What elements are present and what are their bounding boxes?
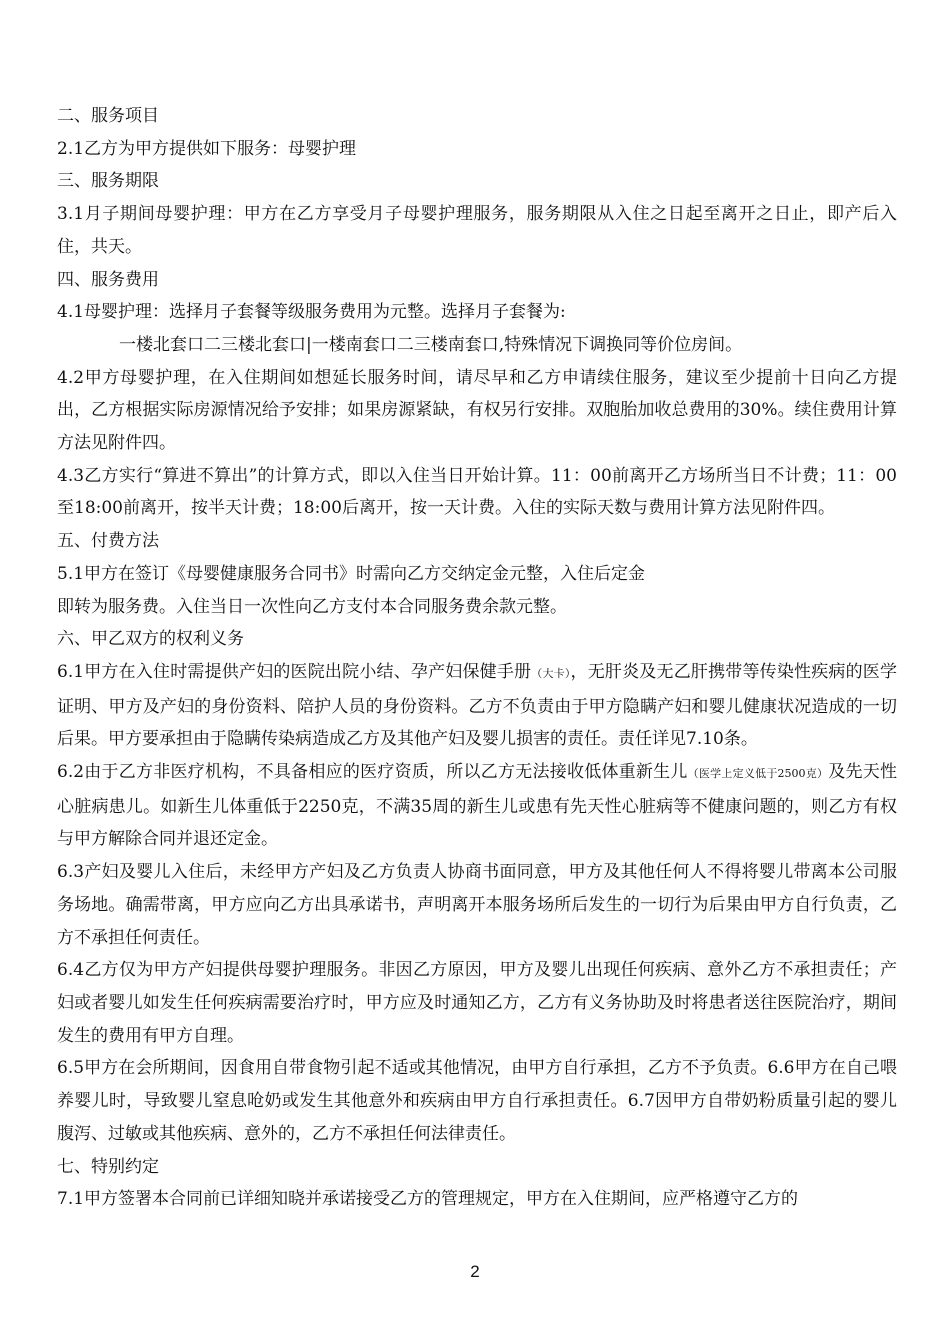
- section-heading-7: 七、特别约定: [57, 1156, 159, 1177]
- section-heading-2: 二、服务项目: [57, 106, 159, 126]
- clause-4-2: 4.2甲方母婴护理，在入住期间如想延长服务时间，请尽早和乙方申请续住服务，建议至少提前十日向乙方提出，乙方根据实际房源情况给予安排；如果房源紧缺，有权另行安排。双胞胎加收总费用的30%。续住费用计算方法见附件四。: [57, 367, 897, 454]
- clause-6-3: 6.3产妇及婴儿入住后，未经甲方产妇及乙方负责人协商书面同意，甲方及其他任何人不得将婴儿带离本公司服务场地。确需带离，甲方应向乙方出具承诺书，声明离开本服务场所后发生的一切行为后果由甲方自行负责，乙方不承担任何责任。: [57, 862, 897, 948]
- section-heading-6: 六、甲乙双方的权利义务: [57, 629, 244, 650]
- clause-4-1: 4.1母婴护理：选择月子套餐等级服务费用为元整。选择月子套餐为:: [57, 302, 566, 323]
- page-number: 2: [470, 1262, 480, 1281]
- clause-6-2-note: （医学上定义低于2500克）: [687, 767, 829, 781]
- clause-4-3: 4.3乙方实行“算进不算出”的计算方式，即以入住当日开始计算。11：00前离开乙方场所当日不计费；11：00至18:00前离开，按半天计费；18:00后离开，按一天计费。入住的实际天数与费用计算方法见附件四。: [57, 465, 897, 519]
- clause-3-1: 3.1月子期间母婴护理：甲方在乙方享受月子母婴护理服务，服务期限从入住之日起至离开之日止，即产后入住，共天。: [57, 204, 897, 257]
- clause-5-1-line1: 5.1甲方在签订《母婴健康服务合同书》时需向乙方交纳定金元整，入住后定金: [57, 563, 646, 584]
- clause-2-1: 2.1乙方为甲方提供如下服务：母婴护理: [57, 138, 357, 159]
- clause-6-1-rest: ，无肝炎及无乙肝携带等传染性疾病的医学证明、甲方及产妇的身份资料、陪护人员的身份资料。乙方不负责由于甲方隐瞒产妇和婴儿健康状况造成的一切后果。甲方要承担由于隐瞒传染病造成乙方及其他产妇及婴儿损害的责任。责任详见7.10条。: [57, 661, 898, 750]
- clause-6-2-text: 6.2由于乙方非医疗机构，不具备相应的医疗资质，所以乙方无法接收低体重新生儿: [57, 762, 688, 783]
- clause-6-4: 6.4乙方仅为甲方产妇提供母婴护理服务。非因乙方原因，甲方及婴儿出现任何疾病、意外乙方不承担责任；产妇或者婴儿如发生任何疾病需要治疗时，甲方应及时通知乙方，乙方有义务协助及时将患者送往医院治疗，期间发生的费用有甲方自理。: [57, 960, 897, 1046]
- clause-6-1-note: （大卡）: [531, 666, 571, 680]
- clause-6-1-text: 6.1甲方在入住时需提供产妇的医院出院小结、孕产妇保健手册: [57, 661, 532, 682]
- clause-6-1: [57, 656, 897, 756]
- clause-6-2-rest: 及先天性心脏病患儿。如新生儿体重低于2250克，不满35周的新生儿或患有先天性心脏病等不健康问题的，则乙方有权与甲方解除合同并退还定金。: [57, 762, 897, 850]
- clause-6-5: 6.5甲方在会所期间，因食用自带食物引起不适或其他情况，由甲方自行承担，乙方不予负责。6.6甲方在自己喂养婴儿时，导致婴儿窒息呛奶或发生其他意外和疾病由甲方自行承担责任。6.7因甲方自带奶粉质量引起的婴儿腹泻、过敏或其他疾病、意外的，乙方不承担任何法律责任。: [57, 1058, 897, 1144]
- section-heading-5: 五、付费方法: [57, 531, 159, 552]
- clause-6-2: [57, 756, 897, 856]
- section-heading-4: 四、服务费用: [57, 269, 159, 290]
- section-heading-3: 三、服务期限: [57, 171, 159, 192]
- clause-5-1-line2: 即转为服务费。入住当日一次性向乙方支付本合同服务费余款元整。: [57, 596, 567, 617]
- clause-7-1: 7.1甲方签署本合同前已详细知晓并承诺接受乙方的管理规定，甲方在入住期间，应严格遵守乙方的: [57, 1189, 799, 1210]
- clause-4-1-options: 一楼北套口二三楼北套口|一楼南套口二三楼南套口,特殊情况下调换同等价位房间。: [119, 334, 743, 355]
- document-body: [57, 100, 897, 1216]
